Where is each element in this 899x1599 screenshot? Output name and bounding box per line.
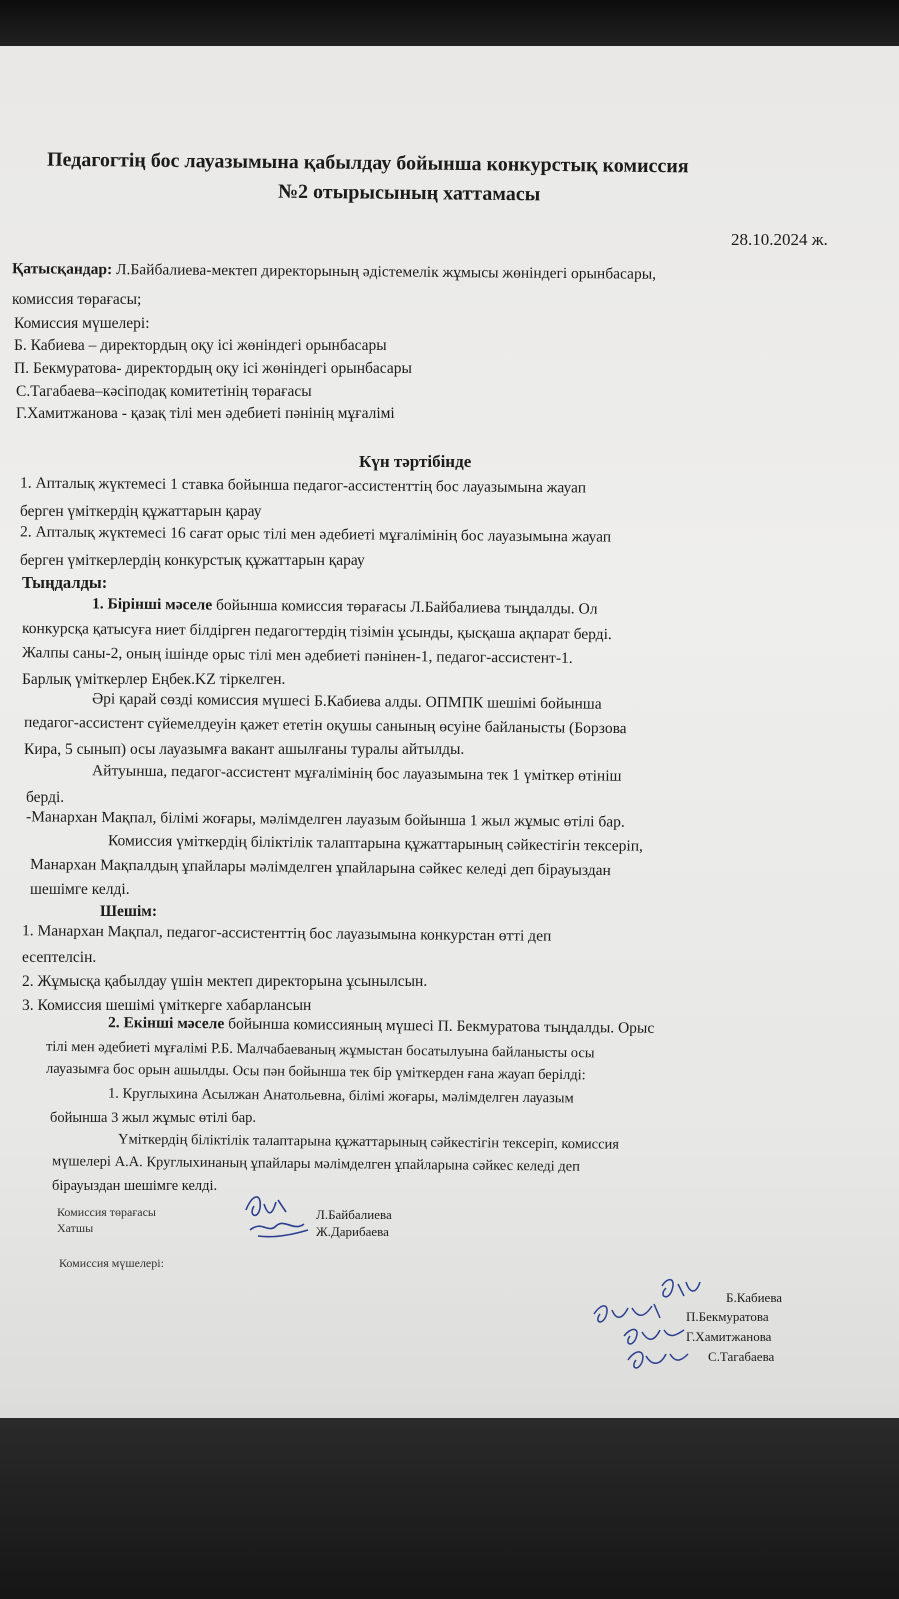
para-4-line3: шешімге келді.	[30, 881, 130, 898]
sig-chair-label: Комиссия төрағасы	[57, 1205, 156, 1219]
issue-1-line3: Жалпы саны-2, оның ішінде орыс тілі мен әдебиеті пәнінен-1, педагог-ассистент-1.	[21, 644, 573, 667]
participants-label: Қатысқандар:	[11, 260, 113, 279]
para-5-line2: мүшелері А.А. Круглыхинаның ұпайлары мәлімделген ұпайларына сәйкес келеді деп	[51, 1153, 580, 1175]
issue-2-heading: 2. Екінші мәселе	[107, 1014, 225, 1033]
sig-secretary-name: Ж.Дарибаева	[316, 1224, 389, 1239]
agenda-2-line1: 2. Апталық жүктемесі 16 сағат орыс тілі мен әдебиеті мұғалімінің бос лауазымына жауап	[19, 523, 612, 546]
issue-1-text: бойынша комиссия төрағасы Л.Байбалиева тыңдалды. Ол	[212, 596, 598, 618]
para-3-line2: берді.	[26, 789, 65, 806]
issue-2-line1	[108, 1013, 654, 1039]
para-2-line3: Кира, 5 сынып) осы лауазымға вакант ашылғаны туралы айтылды.	[24, 741, 465, 758]
decision-3: 3. Комиссия шешімі үміткерге хабарлансын	[22, 997, 312, 1014]
para-3-line1: Айтуынша, педагог-ассистент мұғалімінің бос лауазымына тек 1 үміткер өтініш	[91, 762, 622, 785]
sig-member-1: Б.Кабиева	[726, 1290, 783, 1305]
participants-line2: комиссия төрағасы;	[12, 291, 142, 308]
issue-1-heading: 1. Бірінші мәселе	[91, 595, 213, 614]
para-5-line1: Үміткердің біліктілік талаптарына құжаттарының сәйкестігін тексеріп, комиссия	[117, 1131, 620, 1153]
para-2-line2: педагог-ассистент сүйемелдеуін қажет ететін оқушы санының өсуіне байланысты (Борзова	[23, 713, 627, 738]
agenda-heading: Күн тәртібінде	[359, 452, 472, 471]
participants-line1	[12, 259, 656, 285]
member-1: Б. Кабиева – директордың оқу ісі жөніндегі орынбасары	[14, 337, 387, 354]
members-label: Комиссия мүшелері:	[14, 315, 150, 332]
candidate-line2: бойынша 3 жыл жұмыс өтілі бар.	[50, 1110, 257, 1126]
document-page	[0, 46, 899, 1422]
issue-1-line1	[92, 594, 598, 619]
issue-1-line2: конкурсқа қатысуға ниет білдірген педагогтердің тізімін ұсынды, қысқаша ақпарат берді.	[21, 619, 612, 644]
para-5-line3: бірауыздан шешімге келді.	[52, 1178, 218, 1194]
para-3-line3: -Манархан Мақпал, білімі жоғары, мәлімделген лауазым бойынша 1 жыл жұмыс өтілі бар.	[25, 808, 625, 831]
para-4-line1: Комиссия үміткердің біліктілік талаптарына құжаттарының сәйкестігін тексеріп,	[107, 832, 644, 855]
issue-2-text: бойынша комиссияның мүшесі П. Бекмуратова тыңдалды. Орыс	[224, 1015, 655, 1037]
decision-1-line2: есептелсін.	[22, 949, 97, 966]
photo-bottom-edge	[0, 1418, 899, 1599]
member-4: Г.Хамитжанова - қазақ тілі мен әдебиеті пәнінің мұғалімі	[16, 405, 395, 422]
agenda-1-line2: берген үміткердің құжаттарын қарау	[20, 503, 262, 520]
sig-member-4: С.Тагабаева	[708, 1349, 775, 1364]
issue-2-line3: лауазымға бос орын ашылды. Осы пән бойынша тек бір үміткерден ғана жауап берілді:	[45, 1060, 586, 1084]
sig-member-2: П.Бекмуратова	[686, 1309, 769, 1324]
sig-members-label: Комиссия мүшелері:	[59, 1256, 164, 1270]
agenda-2-line2: берген үміткерлердің конкурстық құжаттарын қарау	[20, 552, 365, 569]
candidate-line1: 1. Круглыхина Асылжан Анатольевна, білімі жоғары, мәлімделген лауазым	[107, 1085, 574, 1107]
issue-2-line2: тілі мен әдебиеті мұғалімі Р.Б. Малчабаеваның жұмыстан босатылуына байланысты осы	[45, 1038, 595, 1062]
member-2: П. Бекмуратова- директордың оқу ісі жөніндегі орынбасары	[14, 360, 412, 377]
para-4-line2: Манархан Мақпалдың ұпайлары мәлімделген ұпайларына сәйкес келеді деп бірауыздан	[29, 855, 611, 880]
doc-title-line2: №2 отырысының хаттамасы	[277, 180, 541, 206]
doc-title-line1: Педагогтің бос лауазымына қабылдау бойынша конкурстық комиссия	[46, 148, 689, 178]
decision-1-line1: 1. Манархан Мақпал, педагог-ассистенттің бос лауазымына конкурстан өтті деп	[21, 922, 552, 945]
chair-signature	[238, 1186, 328, 1256]
para-2-line1: Әрі қарай сөзді комиссия мүшесі Б.Кабиева алды. ОПМПК шешімі бойынша	[91, 690, 602, 713]
sig-member-3: Г.Хамитжанова	[686, 1329, 772, 1344]
heard-label: Тыңдалды:	[22, 573, 108, 592]
participants-text: Л.Байбалиева-мектеп директорының әдістемелік жұмысы жөніндегі орынбасары,	[112, 261, 657, 283]
sig-secretary-label: Хатшы	[57, 1221, 94, 1235]
doc-date: 28.10.2024 ж.	[731, 230, 828, 249]
photo-top-edge	[0, 0, 899, 50]
decision-label: Шешім:	[100, 903, 158, 920]
member-3: С.Тагабаева–кәсіподақ комитетінің төрағасы	[16, 383, 312, 400]
agenda-1-line1: 1. Апталық жүктемесі 1 ставка бойынша педагог-ассистенттің бос лауазымына жауап	[19, 474, 587, 497]
sig-chair-name: Л.Байбалиева	[316, 1207, 392, 1222]
issue-1-line4: Барлық үміткерлер Еңбек.KZ тіркелген.	[22, 671, 286, 688]
decision-2: 2. Жұмысқа қабылдау үшін мектеп директорына ұсынылсын.	[22, 973, 428, 990]
